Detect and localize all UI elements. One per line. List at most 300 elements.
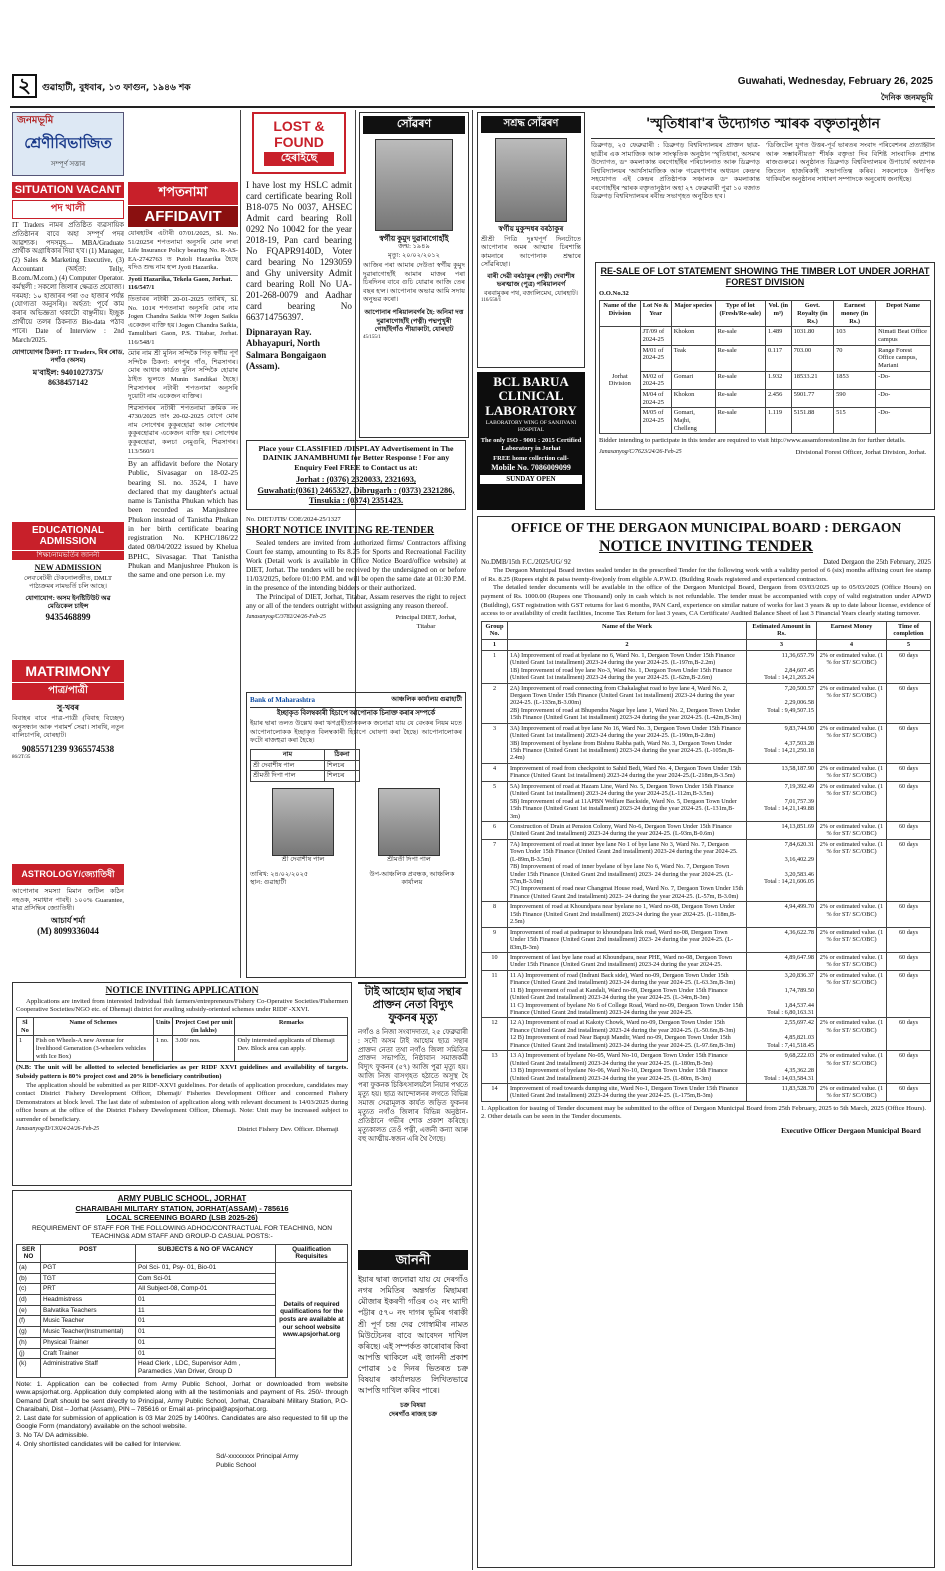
cell: 14,13,851.69 [747,821,817,839]
edu-contact: যোগাযোগ: অসম ইনষ্টিটিউট অৱ মেডিকেল চাইন্স [25,594,111,611]
cell: 4,94,499.70 [747,902,817,927]
cell: PGT [41,1263,136,1274]
classified-brand: জনমভূমি [17,115,54,126]
cell: M/04 of 2024-25 [640,390,671,408]
timber-title: RE-SALE OF LOT STATEMENT SHOWING THE TIMBER LOT UNDER JORHAT FOREST DIVISION [600,266,930,287]
notice2-body: ইয়াৰ দ্বাৰা জনোৱা যায় যে দেৰগাঁও নগৰ সমিতিৰ অন্তৰ্গত মিছামৰা মৌজাৰ ইকৰণী গাঁওৰ ৩২ নং ম্যাদী পট্টাৰ ৫৭০ নং দাগৰ ভূমিৰ গৰাকী শ্ৰী পূৰ্ণ চন্দ্ৰ দেৱ গোস্বামীৰ নামত মিউটেচনৰ বাবে আবেদন দাখিল কৰিছে। এই সম্পৰ্কত কাৰোবাৰ কিবা আপত্তি থাকিলে এই জাননী প্ৰকাশ পোৱাৰ ১৫ দিনৰ ভিতৰত চক্ৰ বিষয়াৰ কাৰ্যালয়ত লিখিতভাৱে আপত্তি দাখিল কৰিব পাৰে। [358,1275,468,1395]
table-row [482,1051,931,1084]
edu-phone: 9435468899 [45,612,91,622]
bank-person-2: শ্ৰীমতী দিপা পাল [387,855,431,863]
table-row [482,952,931,970]
affidavit-title-as: শপতনামা [128,182,238,205]
diet-code: Janasanyog/C/3782/24/26-Feb-25 [246,614,326,621]
bank-body: ইয়াৰ দ্বাৰা তলত উল্লেখ কৰা ঋণগ্ৰহীতাসকলক জনোৱা যায় যে বেংকৰ নিয়ম মতে আপোনালোকক ইচ্ছাকৃত বিলম্বকাৰী হিচাপে ঘোষণা কৰা হৈছে। আপোনালোকৰ ফটো ৰাজহুৱা কৰা হৈছে। [250,720,462,745]
obit1-name: স্বৰ্গীয় কুমুদ দুৱাৰাগোহাঁই [379,233,449,243]
cell: 7,84,620.31 3,16,402.29 3,20,583.46 Total : 14,21,606.05 [747,839,817,902]
th: Earnest money (in Rs.) [834,301,876,327]
cell: 4 [482,763,508,781]
fishery-title: NOTICE INVITING APPLICATION [105,986,259,996]
obit1-died: মৃত্যু: ২০/০২/২০১২ [388,251,440,259]
cell: (c) [17,1284,41,1295]
bank-branch: আঞ্চলিক কাৰ্যালয় গুৱাহাটী [391,696,462,703]
cell: 1A) Improvement of road at byelane no 6, Ward No. 1, Dergaon Town Under 15th Finance (United Grant 1st installment) 2023-24 during the year 2024-25. (L-197m,B-2.2m) 1B) Improvement of road bye lane No-3, Ward No. 1, Dergaon Town Under 15th Finance (United Grant 1st installment) 2023-24 during the year 2024-25. (L-62m,B-2.6m) [508,650,747,683]
cell: (a) [17,1263,41,1274]
fishery-nb: (N.B: The unit will be allotted to selected beneficiaries as per RIDF XXVI guidelines and availability of targets. Subsidy pattern is 80% project cost and 20% is beneficiary contribution) [16,1064,348,1080]
fishery-body: The application should be submitted as per RIDF-XXVI guidelines. For details of application procedure, candidates may contact District Fishery Development Officer, Dhemaji/ Fisheries Development Officer and concerned Fishery Demonstrators at block level. The last date of submission of application along with relevant document is 14/03/2025 during office hours at the office of the District Fishery Development Officer, Dhemaji. Note: Unit may be increased subject to surrender of beneficiary. [16,1081,348,1123]
cell: Head Clerk , LDC, Supervisor Adm , Paramedics ,Van Driver, Group D [136,1359,276,1377]
cell: 2% or estimated value. (1 % for ST/ SC/OBC) [817,723,887,763]
cell: Balvatika Teachers [41,1305,136,1316]
th: Estimated Amount in Rs. [747,621,817,639]
army-lsb: LOCAL SCREENING BOARD (LSB 2025-26) [106,1213,258,1223]
cell: 2% or estimated value. (1 % for ST/ SC/OBC) [817,902,887,927]
cell: 11,36,657.79 2,84,607.45 Total : 14,21,265.24 [747,650,817,683]
table-row [482,763,931,781]
th: Units [153,1018,173,1036]
th: POST [41,1244,136,1262]
notice2-place: দেৰগাঁও ৰাজহ চক্ৰ [388,1410,438,1418]
dergaon-tender [477,516,935,1568]
cell: 60 days [887,970,931,1018]
cell: 2A) Improvement of road connecting from Chakalaghat road to bye lane 4, Ward No. 2, Dergaon Town Under 15th Finance (United Grant 1st installment) 2023-24 during the year 2024-25. (L-133m,B-3.00m) 2B) Improvement of road at Bhupendra Nagar bye lane 1, Ward No. 2, Dergaon Town Under 15th Finance (United Grant 1st installment) 2023-24 during the year 2024-25. (L-42m,B-3m) [508,683,747,723]
obit2-title: সশ্ৰদ্ধ সোঁৱৰণ [481,116,581,133]
cell: 60 days [887,723,931,763]
cell: Administrative Staff [41,1359,136,1377]
army-qual: Details of required qualifications for the posts are available at our school website www.apsjorhat.org [276,1263,348,1378]
cell: 9,68,222.03 4,35,362.28 Total : 14,03,584.31 [747,1051,817,1084]
cell: 2% or estimated value. (1 % for ST/ SC/OBC) [817,1018,887,1051]
th: Name of Schemes [33,1018,153,1036]
cell: 1031.80 [791,327,834,345]
cell: 13 [482,1051,508,1084]
th: Time of completion [887,621,931,639]
header-date-english: Guwahati, Wednesday, February 26, 2025 [737,76,933,87]
dergaon-title: OFFICE OF THE DERGAON MUNICIPAL BOARD : DERGAON [510,520,902,535]
obit2-body: শ্ৰীশ্ৰী পিত্ৰি দুঃখপূৰ্ণ দিনটোতে আপোনাৰ অমৰ আত্মাৰ চিৰশান্তি কামনাৰে আপোনাক শ্ৰদ্ধাৰে সোঁৱৰিছো। [481,235,581,269]
affidavit-item: Jyoti Hazarika, Tekela Gaon, Jorhat. 116/547/1 [128,276,238,296]
dergaon-intro-2: The detailed tender documents will be available in the office of the Dergaon Municipal Board, Dergaon from 03/03/2025 up to 05/03/2025 (Office Hours) on payment of Rs. 1000.00 (Rupees one Thousand) only in cash which is not refundable. The tender must be accompanied with copy of valid registration under APWD (Building), GST registration with GST returns for last 6 months, PAN Card, experience on similar nature of works for last 3 years & up to date labour license, evidence of access to or availability of credit facilities, Income Tax Return for last 3 years, CA Certificate/ Audited Balance Sheet of last 3 Financial Years clearly stating turnover. [481,584,931,618]
notice2-sign: চক্ৰ বিষয়া [400,1401,426,1409]
cell: 2.456 [765,390,791,408]
table-row [482,723,931,763]
fishery-intro: Applications are invited from interested Individual fish farmers/entrepreneurs/Fishery Co-Operative Societies/Fishermen Cooperative Societies/NGO etc. of Dhemaji district for availing subsidy-oriented schemes under RIDF -XXVI. [16,997,348,1014]
astro-title: ASTROLOGY/জ্যোতিষী [12,864,124,885]
cell: 2,55,697.42 4,85,821.03 Total : 7,41,518.45 [747,1018,817,1051]
cell: শ্ৰী দেবাশীষ পাল [251,760,325,771]
diet-tender [246,516,466,686]
bcl-sub: LABORATORY WING OF SANJIVANI HOSPITAL [485,419,577,433]
cell: 9 [482,927,508,952]
obit2-photo [495,138,567,222]
cell: JT/09 of 2024-25 [640,327,671,345]
cell: Khokon [671,327,715,345]
cell: 60 days [887,650,931,683]
timber-table [599,300,931,434]
cell: 2% or estimated value. (1 % for ST/ SC/OBC) [817,839,887,902]
bcl-name: BCL BARUA CLINICAL LABORATORY [485,374,577,418]
column-rule [472,110,473,1570]
cell: -Do- [876,371,931,389]
cell: 01 [136,1295,276,1306]
cell: 60 days [887,927,931,952]
table-row [600,327,931,345]
th: Govt. Royalty (in Rs.) [791,301,834,327]
timber-sign: Divisional Forest Officer, Jorhat Division, Jorhat. [795,449,927,457]
dergaon-intro: The Dergaon Municipal Board invites sealed tender in the prescribed Tender for the following work with a validity period of 6 (six) months affixing court fee stamp of Rs. 8.25 (Rupees eight & paisa twenty-five)only from eligible A.P.W.D. (Building Roads registered and experienced contractors. [481,567,931,583]
cell: Teak [671,345,715,371]
cell: 703.00 [791,345,834,371]
th: Earnest Money [817,621,887,639]
th: Name of the Work [508,621,747,639]
cell: 5 [482,781,508,821]
table-row [482,650,931,683]
cell: Fish on Wheels-A new Avenue for livelihood Generation (3-wheelers vehicles with Ice Box) [33,1036,153,1062]
cell: 4,36,622.78 [747,927,817,952]
cell: 7 [482,839,508,902]
cell: Physical Trainer [41,1337,136,1348]
cell: 60 days [887,952,931,970]
lost-body: I have lost my HSLC admit card certificate bearing Roll B18-075 No 0037, AHSEC Admit card bearing Roll 0292 No 10042 for the year 2018-19, Pan card bearing No FQAPR9140D, Voter card bearing No 1293059 and Ghy university Admit card bearing Roll No UA-201-268-0079 and Aadhar card bearing No 663714756397. [246,179,352,323]
edu-sub: শিক্ষা/নামভৰ্তিৰ জাননী [12,551,124,560]
cell: 14 [482,1083,508,1101]
th: Sl No [17,1018,34,1036]
th: 4 [817,640,887,651]
table-row [482,970,931,1018]
cell: PRT [41,1284,136,1295]
cell: M/05 of 2024-25 [640,408,671,434]
cell: 2% or estimated value. (1 % for ST/ SC/OBC) [817,683,887,723]
cell: (h) [17,1337,41,1348]
cell: 590 [834,390,876,408]
cell: 1.932 [765,371,791,389]
cell: 11,83,528.70 [747,1083,817,1101]
obit1-title: সোঁৱৰণ [363,116,465,134]
army-req: REQUIREMENT OF STAFF FOR THE FOLLOWING ADHOC/CONTRACTUAL FOR TEACHING, NON TEACHING& ADM STAFF AND GROUP-D CASUAL POSTS:- [31,1224,333,1241]
cell: Improvement of road at Khoundpara near byelane no 1, Ward no-08, Dergaon Town Under 15th Finance (United Grant 2nd installment) 2023-24 during the year 2024-25. (L-118m,B-2.5m) [508,902,747,927]
situation-sub: পদ খালী [12,200,124,219]
cell: 0.117 [765,345,791,371]
cell: Re-sale [715,408,765,434]
matrimony [12,660,124,860]
cell: Re-sale [715,371,765,389]
diet-title: SHORT NOTICE INVITING RE-TENDER [246,524,435,536]
cell: (e) [17,1305,41,1316]
lost-sub: হেৰাইছে [264,152,334,166]
affidavit-item: মোৰ নাম শ্ৰী মুনিন সন্দিকৈ পিতৃ স্বৰ্গীয় পূৰ্ণ সন্দিকৈ ঠিকনা: ৰণপুৰ গাঁও, শিৱসাগৰ। মোৰ আধাৰ কাৰ্ডত মুনিন সন্দিকৈ হোৱাৰ ঠাইত ভুলতে Munin Sandikai হৈছে। শিৱসাগৰৰ নটাৰী শপতনামা অনুসৰি দুয়োটা নাম একেজন ব্যক্তিৰ। [128,350,238,404]
dergaon-foot-2: 2. Other details can be seen in the Tender documents. [481,1113,622,1121]
student-body: নগাঁও ৪ নিজা সংবাদদাতা, ২৫ ফেব্ৰুৱাৰী : সদৌ অসম টাই আহোম ছাত্ৰ সন্থাৰ প্ৰাক্তন নেতা তথা নগাঁও জিলা সমিতিৰ প্ৰাক্তন সভাপতি, নিষ্ঠাবান সমাজকৰ্মী বিদ্যুৎ ফুকনৰ (৫৭) আজি পুৱা মৃত্যু হয়। আজি নিজ বাসগৃহত হঠাতে অসুস্থ হৈ পৰা ফুকনক চিকিৎসালয়লৈ নিয়াৰ পথতে মৃত্যু হয়। ছাত্ৰ আন্দোলনৰ লগতে বিভিন্ন সমাজ সেৱামূলক কাৰ্যত জড়িত ফুকনৰ মৃত্যুত নগাঁও জিলাৰ বিভিন্ন অনুষ্ঠান-প্ৰতিষ্ঠানে গভীৰ শোক প্ৰকাশ কৰিছে। মৃত্যুকালত তেওঁ পত্নী, এজনী কন্যা আৰু বহু আত্মীয়-স্বজন এৰি থৈ গৈছে। [358,1028,468,1144]
classified-banner [12,112,124,176]
dergaon-sign: Executive Officer Dergaon Municipal Board [781,1125,921,1135]
cell: 2% or estimated value. (1 % for ST/ SC/OBC) [817,781,887,821]
page-number: ২ [12,74,37,98]
cell: 60 days [887,1083,931,1101]
cell: 2% or estimated value. (1 % for ST/ SC/OBC) [817,821,887,839]
cell: 01 [136,1327,276,1338]
timber-code: Janasanyog/C/7623/24/26-Feb-25 [599,449,682,456]
table-row [600,345,931,371]
table-row [482,781,931,821]
mat-title: MATRIMONY [12,660,124,682]
cell: 60 days [887,781,931,821]
army-sign: Sd/-xxxxxxxx Principal Army Public School [216,1453,299,1469]
mat-sub: পাত্ৰ/পাত্ৰী [12,683,124,700]
obit1-born: জন্ম: ১৯৪৯ [398,243,430,250]
cell: 2% or estimated value. (1 % for ST/ SC/OBC) [817,650,887,683]
diet-body: Sealed tenders are invited from authorized firms/ Contractors affixing Court fee stamp, amounting to Rs 8.25 for Sports and Recreational Facility Work (Detail work is available in Office Notice Board/office website) at DIET, Jorhat. The tenders will be received by the undersigned on or before 11/03/2025, before 01:00 P.M. and will be open the same date at 01:30 P.M. in the presence of the intending bidders or their authorized. [246,539,466,593]
diet-sign: Principal DIET, Jorhat, Titabar [395,614,457,630]
cell: Improvement of road towards dumping site, Ward No-1, Dergaon Town Under 15th Finance (United Grant 2nd installment) 2023-24 during the year 2024-25. (L-175m,B-3m) [508,1083,747,1101]
cell: Pol Sci- 01, Psy- 01, Bio-01 [136,1263,276,1274]
cell: 2% or estimated value. (1 % for ST/ SC/OBC) [817,952,887,970]
notice2-title: জাননী [358,1250,468,1270]
table-row [482,683,931,723]
obit1-photo [375,139,453,231]
cell: (j) [17,1348,41,1359]
cell: 2% or estimated value. (1 % for ST/ SC/OBC) [817,763,887,781]
fishery-notice [12,982,352,1186]
army-table [16,1244,348,1378]
cell: M/01 of 2024-25 [640,345,671,371]
cell: 13 A) Improvement of byelane No-05, Ward No-10, Dergaon Town Under 15th Finance (United Grant 2nd installment) 2023-24 during the year 2024-25. (L-180m,B-3m) 13 B) Improvement of byelane No-06, Ward No-10, Dergaon Town Under 15th Finance (United Grant 2nd installment) 2023-24 during the year 2024-25. (L-80m, B-3m) [508,1051,747,1084]
cell: 11 [136,1305,276,1316]
th: Depot Name [876,301,931,327]
cell: 11 [482,970,508,1018]
cell: 11 A) Improvement of road (Indrani Back side), Ward no-09, Dergaon Town Under 15th Finance (United Grant 2nd installment) 2023-24 during the year 2024-25. (L-63.3m,B-3m) 11 B) Improvement of road at Kandali, Ward no-09, Dergaon Town Under 15th Finance (United Grant 2nd installment) 2023-24 during the year 2024-25. (L-34m,B-3m) 11 C) Improvement of byelane No 6 of College Road, Ward no-09, Dergaon Town Under 15th Finance (United Grant 2nd installment) 2023-24 during the year 2024-25. [508,970,747,1018]
cell: 1853 [834,371,876,389]
affidavit-item: তিতাবৰ নটাৰী 20-01-2025 তাৰিখ, Sl. No. 101ৰ শপতনামা অনুসৰি মোৰ নাম Jogen Chandra Saikia আৰু Jogen Saikia একেজন ব্যক্তি হয়। Jogen Chandra Saikia, Tamulibari Gaon, P.S. Titabar, Jorhat. 116/548/1 [128,296,238,350]
educational-admission [12,522,124,656]
cell: 7,19,392.49 7,01,757.39 Total : 14,21,149.88 [747,781,817,821]
th: 1 [482,640,508,651]
cell: 12 A) Improvement of road at Kakoty Chowk, Ward no-09, Dergaon Town Under 15th Finance (United Grant 2nd installment) 2023-24 during the year 2024-25. (L-50.6m,B-3m) 12 B) Improvement of road Near Bapuji Mandir, Ward no-09, Dergaon Town Under 15th Finance (United Grant 2nd installment) 2023-24 during the year 2024-25. (L-97.6m,B-3m) [508,1018,747,1051]
th: Major species [671,301,715,327]
mat-phone: 9085571239 9365574538 [21,743,115,754]
table-row [482,839,931,902]
obit2-address: বৰবামুকৰ পথ, বজালিমেঘ, যোৰহাট। [483,289,579,297]
cell: 3.00/ nos. [173,1036,235,1062]
cell: 13,58,187.90 [747,763,817,781]
timber-notice [595,262,935,510]
cell: Improvement of road at padmapur to khoundpara link road, Ward no-08, Dergaon Town Under 15th Finance (United Grant 2nd installment) 2023- 24 during the year 2024-25. (L-83m,B-3m) [508,927,747,952]
cell: 103 [834,327,876,345]
cell: Re-sale [715,390,765,408]
cell: (b) [17,1273,41,1284]
table-row [600,371,931,389]
table-row [600,390,931,408]
advert-line: Guwahati:(0361) 2465327, Dibrugarh : (0373) 2321286, Tinsukia : (0374) 2351423. [257,485,455,506]
classified-sub: সম্পূৰ্ণ সত্তাৰ [50,159,86,168]
cell: (k) [17,1359,41,1377]
astro-body: আপোনাৰ সমস্যা মিমান জটিল কঠিন নহওক, সমাধান পাবই। ১০০% Guarantee, মাত্ৰ প্ৰসিদ্ধিৰ জ্যোতিষী। [12,888,124,913]
cell: 1 [482,650,508,683]
cell: 5A) Improvement of road at Hazam Line, Ward No. 5, Dergaon Town Under 15th Finance (United Grant 1st installment) 2023-24 during the year 2024-25.(L-112m,B-3.5m) 5B) Improvement of road at 11APBN Welfare Backside, Ward No. 5, Dergaon Town Under 15th Finance (United Grant 1st installment) 2023-24 during the year 2024-25. (L-131m,B-3m) [508,781,747,821]
cell: 6 [482,821,508,839]
army-note-3: 3. No TA/ DA admissible. [16,1431,89,1439]
mat-body: বিবাহৰ বাবে পাত্ৰ-পাত্ৰী (বিবাহ বিচ্ছেদ) অনুসন্ধান আৰু পৰামৰ্শ সেৱা। সাৰথি, নতুন বালিচাপৰি, যোৰহাট। [12,715,124,740]
cell: 60 days [887,902,931,927]
cell: 60 days [887,1051,931,1084]
dergaon-ref: No.DMB/15th F.C./2025/UG/ 92 [481,558,571,566]
army-note-2: 2. Last date for submission of application is 03 Mar 2025 by 1400hrs. Candidates are also requested to fill up the Google Form (mandatory) available on the school website. [16,1414,348,1431]
cell: 12 [482,1018,508,1051]
dergaon-foot-1: 1. Application for issuing of Tender document may be submitted to the office of Dergaon Municipal Board from 25th February, 2025 to 5th March, 2025 (Office Hours). [481,1104,927,1112]
advert-line: Jorhat : (0376) 2320033, 2321693, [295,475,417,485]
cell: 3A) Improvement of road at bye lane No 16, Ward No. 3, Dergaon Town Under 15th Finance (United Grant 1st installment) 2023-24 during the year 2024-25. (L-190m,B-2.8m) 3B) Improvement of byelane from Bishnu Rabha path, Ward No. 3, Dergaon Town Under 15th Finance (United Grant 1st installment) 2023-24 during the year 2024-25. (L-105m,B-2.4m) [508,723,747,763]
cell: 9,83,744.90 4,37,503.28 Total : 14,21,250.18 [747,723,817,763]
obit2-code: 116/550/1 [481,298,502,304]
bank-notice-head: ইচ্ছাকৃত বিলম্বকাৰী হিচাপে আপোনাক চিনাক্ত কৰাৰ সম্পৰ্কে [276,709,436,717]
cell: 60 days [887,839,931,902]
th: Qualification Requisites [276,1244,348,1262]
cell: Construction of Drain at Pension Colony, Ward No-6, Dergaon Town Under 15th Finance (United Grant 2nd installment) 2023-24 during the year 2024-25. (L-93m,B-0.6m) [508,821,747,839]
cell: Improvement of last bye lane road at Khoundpara, near PHE, Ward no-08, Dergaon Town Under 15th Finance (United Grant 2nd installment) 2023-24 during the year 2024-25. [508,952,747,970]
cell: 10 [482,952,508,970]
th: Project Cost per unit (in lakhs) [173,1018,235,1036]
th: Lot No & Year [640,301,671,327]
dergaon-sub: NOTICE INVITING TENDER [599,537,813,555]
cell: Only interested applicants of Dhemaji Dev. Block area can apply. [235,1036,348,1062]
bcl-open: SUNDAY OPEN [480,475,582,484]
cell: 1.119 [765,408,791,434]
obituary-1 [359,112,469,438]
cell: (d) [17,1295,41,1306]
affidavit-item: যোৰহাটৰ এটাৰী 07/01/2025, Sl. No. 51/2025ৰ শপতনামা অনুসৰি মোৰ ল'ৰা Life Insurance Policy bearing No. R-AS-EA-2742763 ত Putoli Hazarika হৈছে যদিও শুদ্ধ নাম হ'ল Jyoti Hazarika. [128,230,238,276]
cell: 01 [136,1316,276,1327]
cell: Nimati Beat Office campus [876,327,931,345]
cell: 5151.88 [791,408,834,434]
cell: 70 [834,345,876,371]
cell: Com Sci-01 [136,1273,276,1284]
obit1-family: আপোনাৰ পৰিয়ালবৰ্গৰ হৈ: অনিমা দত্ত দুৱাৰাগোহাঁই (পত্নী) পদ্মপুখুৰী গোহাঁইগাঁও পীয়াকাটা, যোৰহাট [364,308,464,334]
cell: Gomari, Majhi, Chelleng [671,408,715,434]
memorial-article [591,112,935,256]
army-note-4: 4. Only shortlisted candidates will be called for Interview. [16,1440,181,1448]
advert-contact [246,440,466,510]
affidavit-title-en: AFFIDAVIT [128,206,238,227]
memorial-title: 'স্মৃতিধাৰা'ৰ উদ্যোগত স্মাৰক বক্তৃতানুষ্ঠান [591,112,935,139]
timber-note: Bidder intending to participate in this tender are required to visit http://www.assamforestonline.in for further details. [599,437,906,445]
bcl-lab-advert [477,372,585,510]
cell: 3,20,836.37 1,74,789.50 1,84,537.44 Total : 6,80,163.31 [747,970,817,1018]
bcl-mobile: Mobile No. 7086009099 [491,463,571,473]
cell: 01 [136,1348,276,1359]
dergaon-date: Dated Dergaon the 25th February, 2025 [823,558,931,566]
cell: 2 [482,683,508,723]
th: 5 [887,640,931,651]
student-leader-news [358,982,468,1246]
army-school-notice [12,1190,352,1566]
bank-date: তাৰিখ: ২৪/০২/২০২৫ [250,870,309,878]
table-row [600,408,931,434]
astrology [12,864,124,976]
edu-head: NEW ADMISSION [34,562,102,572]
th: ঠিকনা [324,749,359,760]
bank-notice [246,692,466,978]
cell: M/02 of 2024-25 [640,371,671,389]
table-row [17,1263,348,1274]
table-row [482,1083,931,1101]
memorial-body-1: ডিব্ৰুগড়, ২৫ ফেব্ৰুৱাৰী : ডিব্ৰুগড় বিশ্ববিদ্যালয়ৰ প্ৰাক্তন ছাত্ৰ-ছাত্ৰীৰ এক সামাজিক আৰু সাংস্কৃতিক অনুষ্ঠান 'স্মৃতিধাৰা, অসম'ৰ উদ্যোগত, ড° কমলাকান্ত বৰগোহাঁইৰ পৰিচালনাত আৰু ডিব্ৰুগড় বিশ্ববিদ্যালয়ৰ 'আৰ্থসামাজিক আৰু গৱেষণাগাৰ অধ্যয়ন কেন্দ্ৰ'ৰ সহযোগত এই কেন্দ্ৰৰ প্ৰতিষ্ঠাপক সঞ্চালক ড° কমলাকান্ত বৰগোহাঁইৰ স্মাৰক বক্তৃতানুষ্ঠান অহা ২৭ ফেব্ৰুৱাৰী পুৱা ১০ বজাত ডিব্ৰুগড় বিশ্ববিদ্যালয়ৰ ৰবীন্দ্ৰ সভাগৃহত অনুষ্ঠিত হ'ব। [591,142,760,201]
edu-title: EDUCATIONAL ADMISSION [12,522,124,550]
astro-name: আচাৰ্য শৰ্মা [50,915,86,925]
mat-head: সু-খবৰ [56,703,80,712]
bcl-free: FREE home collection call- [493,454,569,462]
table-row [251,771,360,782]
cell: Re-sale [715,345,765,371]
th: Type of lot (Fresh/Re-sale) [715,301,765,327]
th: Remarks [235,1018,348,1036]
memorial-body-2: 'ডিজিটেল যুগত উত্তৰ-পূৰ্ব ভাৰতৰ সংবাদ পৰিবেশনৰ প্ৰত্যাহ্বান আৰু সম্ভাবনীয়তা' শীৰ্ষক বক্তৃতা দিব বিশিষ্ট সাংবাদিক প্ৰশান্ত ৰাজগুৰুৱে। অনুষ্ঠানত ডিব্ৰুগড় বিশ্ববিদ্যালয়ৰ উপাচাৰ্য অধ্যাপক জিতেন হাজৰিকাই সভাপতিত্ব কৰিব। সকলোকে উপস্থিত থাকিবলৈ অনুষ্ঠানৰ সাধাৰণ সম্পাদকে অনুৰোধ জনাইছে। [766,142,935,184]
cell: 2% or estimated value. (1 % for ST/ SC/OBC) [817,970,887,1018]
th: SUBJECTS & NO OF VACANCY [136,1244,276,1262]
situation-phone: ম'বাইল: 9401027375/ 8638457142 [32,367,104,387]
table-row [482,1018,931,1051]
cell: 60 days [887,683,931,723]
cell: 5901.77 [791,390,834,408]
situation-title: SITUATION VACANT [12,182,124,198]
affidavit-item: By an affidavit before the Notary Public, Sivasagar on 18-02-25 bearing Sl. no. 3524, I have declared that my daughter's actual name is Tanistha Phukan which has been recorded as Manjushree Phukon instead of Tanistha Phukan in her birth certificate bearing registration No. KPHC/186/22 dated 08/04/2022 issued by Khelua BPHC, Sivasagar. That Tanistha Phukan and Manjushree Phukon is the same and one person i.e. my [128,459,238,580]
army-address: CHARAIBAHI MILITARY STATION, JORHAT(ASSAM) - 785616 [75,1204,289,1213]
dergaon-table [481,621,931,1102]
header-paper-name: দৈনিক জনমভূমি [881,93,933,102]
bank-place: স্থান: গুৱাহাটী [250,879,287,887]
table-row [482,821,931,839]
student-title: টাই আহোম ছাত্ৰ সন্থাৰ প্ৰাক্তন নেতা বিদ্যুৎ ফুকনৰ মৃত্যু [364,986,462,1025]
cell: শিলচৰ [324,771,359,782]
cell: 18533.21 [791,371,834,389]
classified-title: শ্ৰেণীবিভাজিত [24,133,112,152]
cell: Music Teacher [41,1316,136,1327]
cell: 60 days [887,763,931,781]
cell: 7A) Improvement of road at inner bye lane No 1 of bye lane No 3, Ward No. 7, Dergaon Town Under 15th Finance (United Grant 2nd installment) 2023-24 during the year 2024-25. (L-89m,B-3.5m) 7B) Improvement of road of inner byelane of bye lane No 6, Ward No. 7, Dergaon Town Under 15th Finance (United Grant 2nd installment) 2023- 24 during the year 2024-25. (L-57m,B-3.0m) 7C) Improvement of road near Changmai House road, Ward No. 7, Dergaon Town Under 15th Finance (United Grant 2nd installment) 2023- 24 during the year 2024-25. (L-57m, B-3.0m) [508,839,747,902]
cell: 2% or estimated value. (1 % for ST/ SC/OBC) [817,927,887,952]
timber-division: Jorhat Division [600,327,641,434]
th: SER NO [17,1244,41,1262]
th: 3 [747,640,817,651]
table-row [482,927,931,952]
cell: 1 no. [153,1036,173,1062]
cell: TGT [41,1273,136,1284]
army-note-1: Note: 1. Application can be collected from Army Public School, Jorhat or downloaded from website www.apsjorhat.org. Application duly completed along with all the testimonials and payment of Rs. 250/- through Demand Draft should be sent directly to Principal, Army Public School, Jorhat, Charaibahi Military Station, P.O-Charaibahi, Dist – Jorhat (Assam), PIN – 785616 or Email at- principal@apsjorhat.org. [16,1380,348,1414]
obit1-body: আজিৰ পৰা আমাৰ দেউতা স্বৰ্গীয় কুমুদ দুৱাৰাগোহাঁই আমাৰ মাজৰ পৰা চিৰদিনৰ বাবে গুচি যোৱাৰ আজি তেৰ বছৰ হ'ল। আপোনাৰ অভাৱ আমি সদায় অনুভৱ কৰো। [363,262,465,304]
edu-body: লেব'ৰেটৰী টেকনোলজীত, DMLT পাঠ্যক্ৰমৰ নামভৰ্তি চলি আছে। [23,574,113,591]
cell: 8 [482,902,508,927]
situation-contact: যোগাযোগৰ ঠিকনা: IT Traders, বিৰ ৰোড, নগাঁও (অসম) [12,348,124,365]
column-rule [240,110,241,978]
lost-name: Dipnarayan Ray. Abhayapuri, North Salmara Bongaigaon (Assam). [246,327,327,371]
cell: 2% or estimated value. (1 % for ST/ SC/OBC) [817,1051,887,1084]
cell: 7,20,500.57 2,29,006.58 Total : 9,49,507.15 [747,683,817,723]
fishery-code: Janasanyog/D/13024/24/26-Feb-25 [16,1126,100,1133]
header-rule [10,106,935,108]
cell: All Subject-08, Comp-01 [136,1284,276,1295]
timber-oo: O.O.No.32 [599,289,629,297]
th: 2 [508,640,747,651]
cell: শিলচৰ [324,760,359,771]
bank-person-photo [378,788,440,856]
cell: Range Forest Office campus, Mariani [876,345,931,371]
situation-vacant [12,182,124,520]
table-row [17,1036,348,1062]
obit2-family: বাৰী দেৱী বৰঠাকুৰ (পত্নী) দেবাশীষ ভৰত্মাজ (পুত্ৰ) পৰিয়ালবৰ্গ [487,272,575,289]
lost-title: LOST & FOUND [273,118,325,150]
cell: Khokon [671,390,715,408]
mutation-notice [358,1250,468,1566]
lost-found [246,112,352,438]
army-title: ARMY PUBLIC SCHOOL, JORHAT [117,1194,247,1203]
bcl-iso: The only ISO - 9001 : 2015 Certified Laboratory in Jorhat [480,436,582,452]
